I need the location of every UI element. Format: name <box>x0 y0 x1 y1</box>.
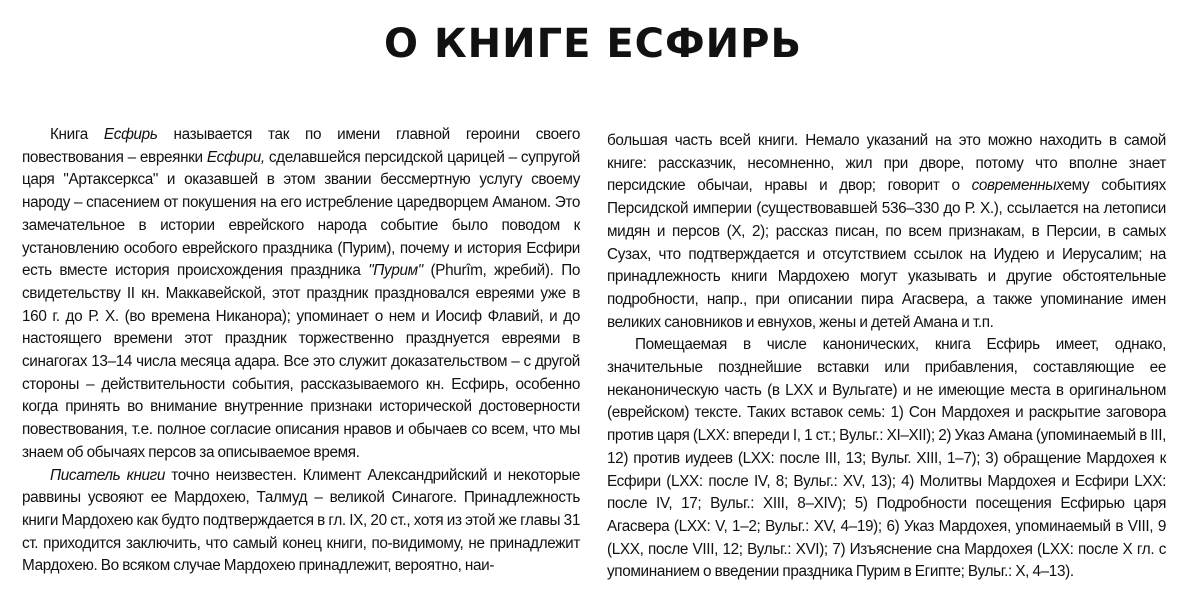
right-paragraph-1 <box>607 130 1166 334</box>
text-run: (Phurîm, жребий). По свидетельству II кн. Маккавейской, этот праздник праздновался евреями уже в 160 г. до Р. Х. (во времена Никанора); упоминает о нем и Иосиф Флавий, и до настоящего времени этот праздник торжественно празднуется евреями в синагогах 13–14 числа месяца адара. Все это служит доказательством – с другой стороны – действительности события, рассказываемого кн. Есфирь, особенно когда принять во внимание внутренние признаки исторической достоверности повествования, т.е. полное согласие описания нравов и обычаев со всем, что мы знаем об обычаях персов за описываемое время. <box>22 262 581 461</box>
text-run: Книга <box>50 126 104 143</box>
italic-term: современных <box>971 177 1064 195</box>
italic-term: Писатель книги <box>50 466 166 484</box>
italic-term: Есфири, <box>206 148 265 166</box>
italic-term: "Пурим" <box>368 262 423 280</box>
text-run: большая часть всей книги. Немало указаний на это можно находить в самой книге: рассказчик, несомненно, жил при дворе, потому что вполне знает персидские обычаи, нравы и двор; говорит о <box>607 132 1166 195</box>
text-run: точно неизвестен. Климент Александрийский и некоторые раввины усвояют ее Мардохею, Талмуд – великой Синагоге. Принадлежность книги Мардохею как будто подтверждается в гл. IX, 20 ст., хотя из этой же главы 31 ст. приходится заключить, что самый конец книги, по-видимому, не принадлежит Мардохею. Во всяком случае Мардохею принадлежит, вероятно, наи- <box>22 466 580 575</box>
right-paragraph-2 <box>607 334 1166 584</box>
italic-term: Есфирь <box>103 126 158 143</box>
text-run: называется так по имени главной героини своего повествования – евреянки <box>22 126 580 166</box>
text-run: ему событиях Персидской империи (существовавшей 536–330 до Р. Х.), ссылается на летописи мидян и персов (X, 2); рассказ писан, по всем признакам, в Персии, в самых Сузах, что подтверждается и отсутствием ссылок на Иудею и Иерусалим; на принадлежность книги Мардохею могут указывать и другие обстоятельные подробности, напр., при описании пира Агасвера, а также упоминание имен великих сановников и евнухов, жены и детей Амана и т.п. <box>607 177 1166 331</box>
right-column <box>607 130 1166 584</box>
text-run: Помещаемая в числе канонических, книга Есфирь имеет, однако, значительные позднейшие вставки или прибавления, составляющие ее неканоническую часть (в LXX и Вульгате) и не имеющие места в оригинальном (еврейском) тексте. Таких вставок семь: 1) Сон Мардохея и раскрытие заговора против царя (LXX: впереди I, 1 ст.; Вульг.: XI–XII); 2) Указ Амана (упоминаемый в III, 12) против иудеев (LXX: после III, 13; Вульг. XIII, 1–7); 3) обращение Мардохея к Есфири (LXX: после IV, 8; Вульг.: XV, 13); 4) Молитвы Мардохея и Есфири LXX: после IV, 17; Вульг.: XIII, 8–XIV); 5) Подробности посещения Есфирью царя Агасвера (LXX: V, 1–2; Вульг.: XV, 4–19); 6) Указ Мардохея, упоминаемый в VIII, 9 (LXX, после VIII, 12; Вульг.: XVI); 7) Изъяснение сна Мардохея (LXX: после X гл. с упоминанием о введении праздника Пурим в Египте; Вульг.: X, 4–13). <box>607 336 1166 581</box>
text-run: сделавшейся персидской царицей – супругой царя "Артаксеркса" и оказавшей в этом звании бессмертную услугу своему народу – спасением от покушения на его истребление царедворцем Аманом. Это замечательное в истории еврейского народа событие было поводом к установлению особого еврейского праздника (Пурим), почему и история Есфири есть вместе история происхождения праздника <box>22 148 580 280</box>
left-column <box>22 124 580 578</box>
left-paragraph-2 <box>22 465 580 579</box>
page-title: О КНИГЕ ЕСФИРЬ <box>384 21 802 67</box>
left-paragraph-1 <box>22 124 580 465</box>
